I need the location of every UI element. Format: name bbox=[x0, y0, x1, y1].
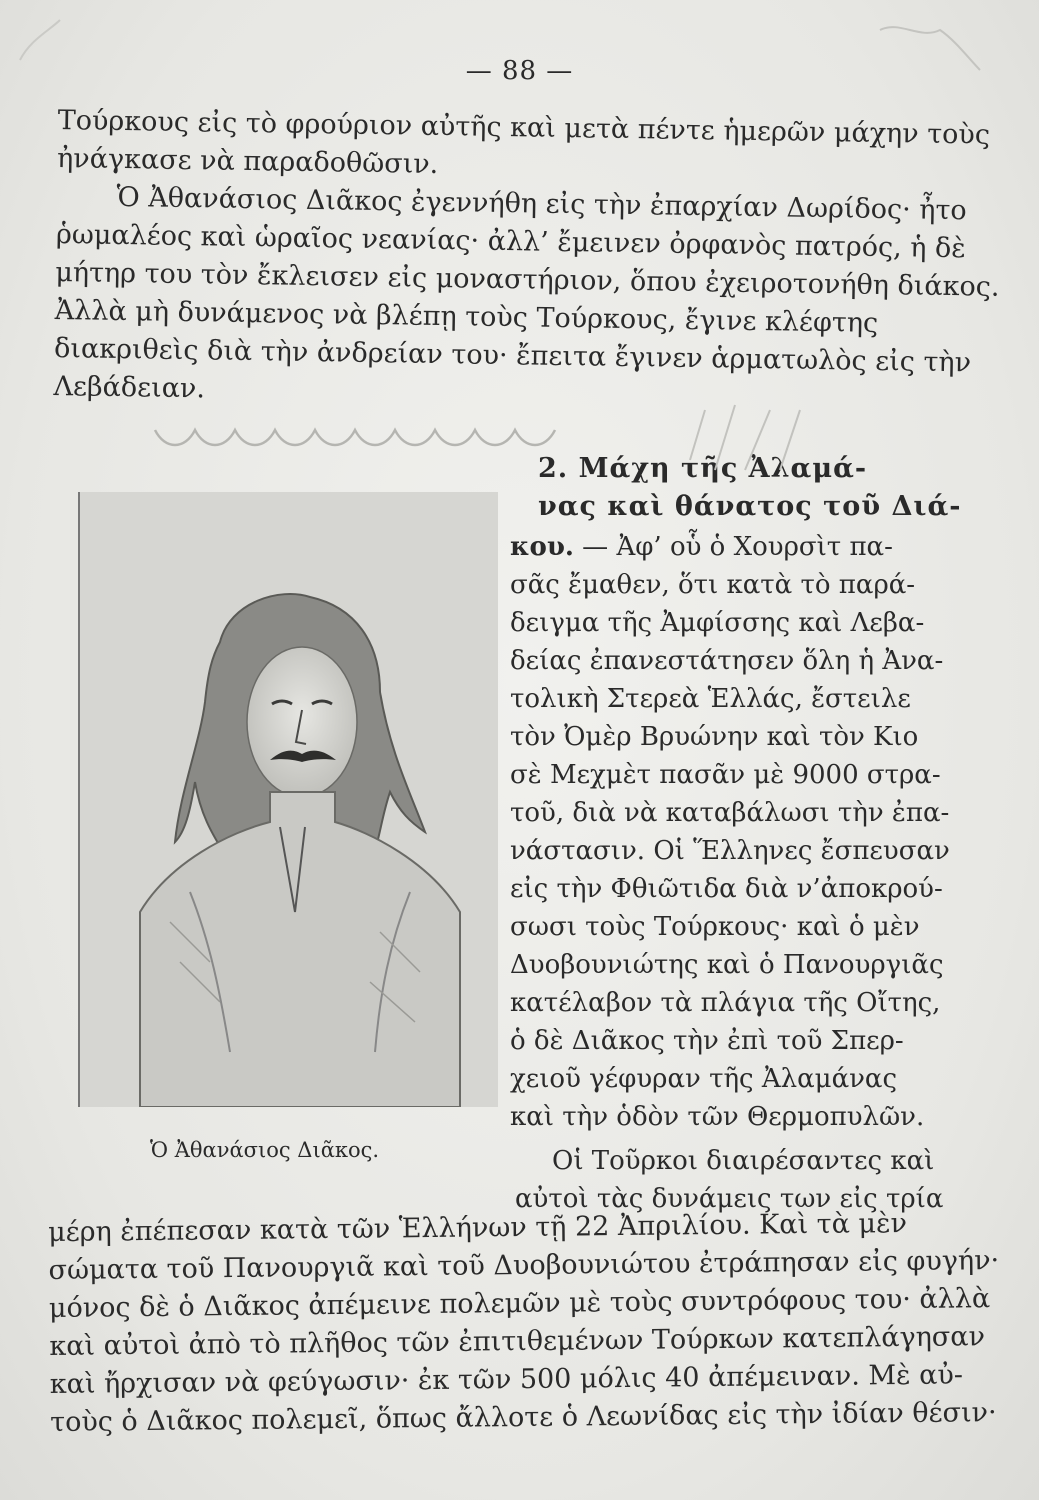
column-line: Δυοβουνιώτης καὶ ὁ Πανουργιᾶς bbox=[510, 950, 944, 980]
column-line: νάστασιν. Οἱ Ἕλληνες ἔσπευσαν bbox=[510, 836, 950, 866]
section-heading-line: 2. Μάχη τῆς Ἀλαμά- bbox=[538, 453, 868, 484]
text-line: μέρη ἐπέπεσαν κατὰ τῶν Ἑλλήνων τῇ 22 Ἀπριλίου. Καὶ τὰ μὲν bbox=[48, 1208, 908, 1248]
column-line: τολικὴ Στερεὰ Ἑλλάς, ἔστειλε bbox=[510, 684, 911, 714]
column-line: καὶ τὴν ὁδὸν τῶν Θερμοπυλῶν. bbox=[510, 1102, 925, 1132]
text-line: καὶ ἤρχισαν νὰ φεύγωσιν· ἐκ τῶν 500 μόλις 40 ἀπέμειναν. Μὲ αὐ- bbox=[49, 1359, 964, 1400]
column-line: δείας ἐπανεστάτησεν ὅλη ἡ Ἀνα- bbox=[510, 646, 944, 676]
column-line: σὲ Μεχμὲτ πασᾶν μὲ 9000 στρα- bbox=[510, 760, 941, 790]
column-line: τοῦ, διὰ νὰ καταβάλωσι τὴν ἐπα- bbox=[510, 798, 950, 828]
bottom-paragraph bbox=[48, 1206, 1000, 1476]
column-line: σωσι τοὺς Τούρκους· καὶ ὁ μὲν bbox=[510, 912, 920, 942]
column-line: κατέλαβον τὰ πλάγια τῆς Οἴτης, bbox=[510, 988, 941, 1018]
text-line: Ὁ Ἀθανάσιος Διᾶκος ἐγεννήθη εἰς τὴν ἐπαρχίαν Δωρίδος· ἦτο bbox=[116, 181, 967, 227]
column-line: ὁ δὲ Διᾶκος τὴν ἐπὶ τοῦ Σπερ- bbox=[510, 1026, 904, 1056]
text-line: ἠνάγκασε νὰ παραδοθῶσιν. bbox=[56, 142, 439, 180]
column-line: χειοῦ γέφυραν τῆς Ἀλαμάνας bbox=[510, 1064, 898, 1094]
column-line: Οἱ Τοῦρκοι διαιρέσαντες καὶ bbox=[552, 1146, 935, 1176]
top-paragraph bbox=[53, 104, 1000, 438]
text-line: Τούρκους εἰς τὸ φρούριον αὐτῆς καὶ μετὰ πέντε ἡμερῶν μάχην τοὺς bbox=[57, 104, 991, 151]
section-heading-line: νας καὶ θάνατος τοῦ Διά- bbox=[538, 491, 962, 522]
text-line: μήτηρ του τὸν ἔκλεισεν εἰς μοναστήριον, ὅπου ἐχειροτονήθη διάκος. bbox=[55, 256, 1000, 303]
text-line: ῥωμαλέος καὶ ὡραῖος νεανίας· ἀλλ’ ἔμεινεν ὀρφανὸς πατρός, ἡ δὲ bbox=[55, 218, 967, 265]
text-line: Λεβάδειαν. bbox=[53, 370, 206, 405]
page-number: — 88 — bbox=[465, 56, 574, 86]
column-line: σᾶς ἔμαθεν, ὅτι κατὰ τὸ παρά- bbox=[510, 570, 916, 600]
section-heading-tail: κου. bbox=[510, 532, 574, 562]
text-line: σώματα τοῦ Πανουργιᾶ καὶ τοῦ Δυοβουνιώτου ἐτράπησαν εἰς φυγήν· bbox=[48, 1245, 1000, 1286]
text-line: διακριθεὶς διὰ τὴν ἀνδρείαν του· ἔπειτα ἔγινεν ἁρματωλὸς εἰς τὴν bbox=[53, 332, 972, 379]
image-caption: Ὁ Ἀθανάσιος Διᾶκος. bbox=[150, 1138, 380, 1162]
text-line: καὶ αὐτοὶ ἀπὸ τὸ πλῆθος τῶν ἐπιτιθεμένων Τούρκων κατεπλάγησαν bbox=[49, 1321, 986, 1362]
portrait-illustration bbox=[78, 492, 498, 1107]
column-line: αὐτοὶ τὰς δυνάμεις των εἰς τρία bbox=[515, 1184, 944, 1214]
column-line: κου. — Ἀφ’ οὗ ὁ Χουρσὶτ πα- bbox=[510, 532, 893, 562]
text-line: Ἀλλὰ μὴ δυνάμενος νὰ βλέπῃ τοὺς Τούρκους, ἔγινε κλέφτης bbox=[54, 294, 879, 339]
text-line: μόνος δὲ ὁ Διᾶκος ἀπέμεινε πολεμῶν μὲ τοὺς συντρόφους του· ἀλλὰ bbox=[48, 1283, 991, 1324]
column-line: δειγμα τῆς Ἀμφίσσης καὶ Λεβα- bbox=[510, 608, 925, 638]
text-line: τοὺς ὁ Διᾶκος πολεμεῖ, ὅπως ἄλλοτε ὁ Λεωνίδας εἰς τὴν ἰδίαν θέσιν· bbox=[50, 1397, 997, 1438]
column-line: εἰς τὴν Φθιῶτιδα διὰ ν’ἀποκρού- bbox=[510, 874, 943, 904]
column-line: τὸν Ὀμὲρ Βρυώνην καὶ τὸν Κιο bbox=[510, 722, 919, 752]
portrait-drawing bbox=[80, 492, 498, 1107]
